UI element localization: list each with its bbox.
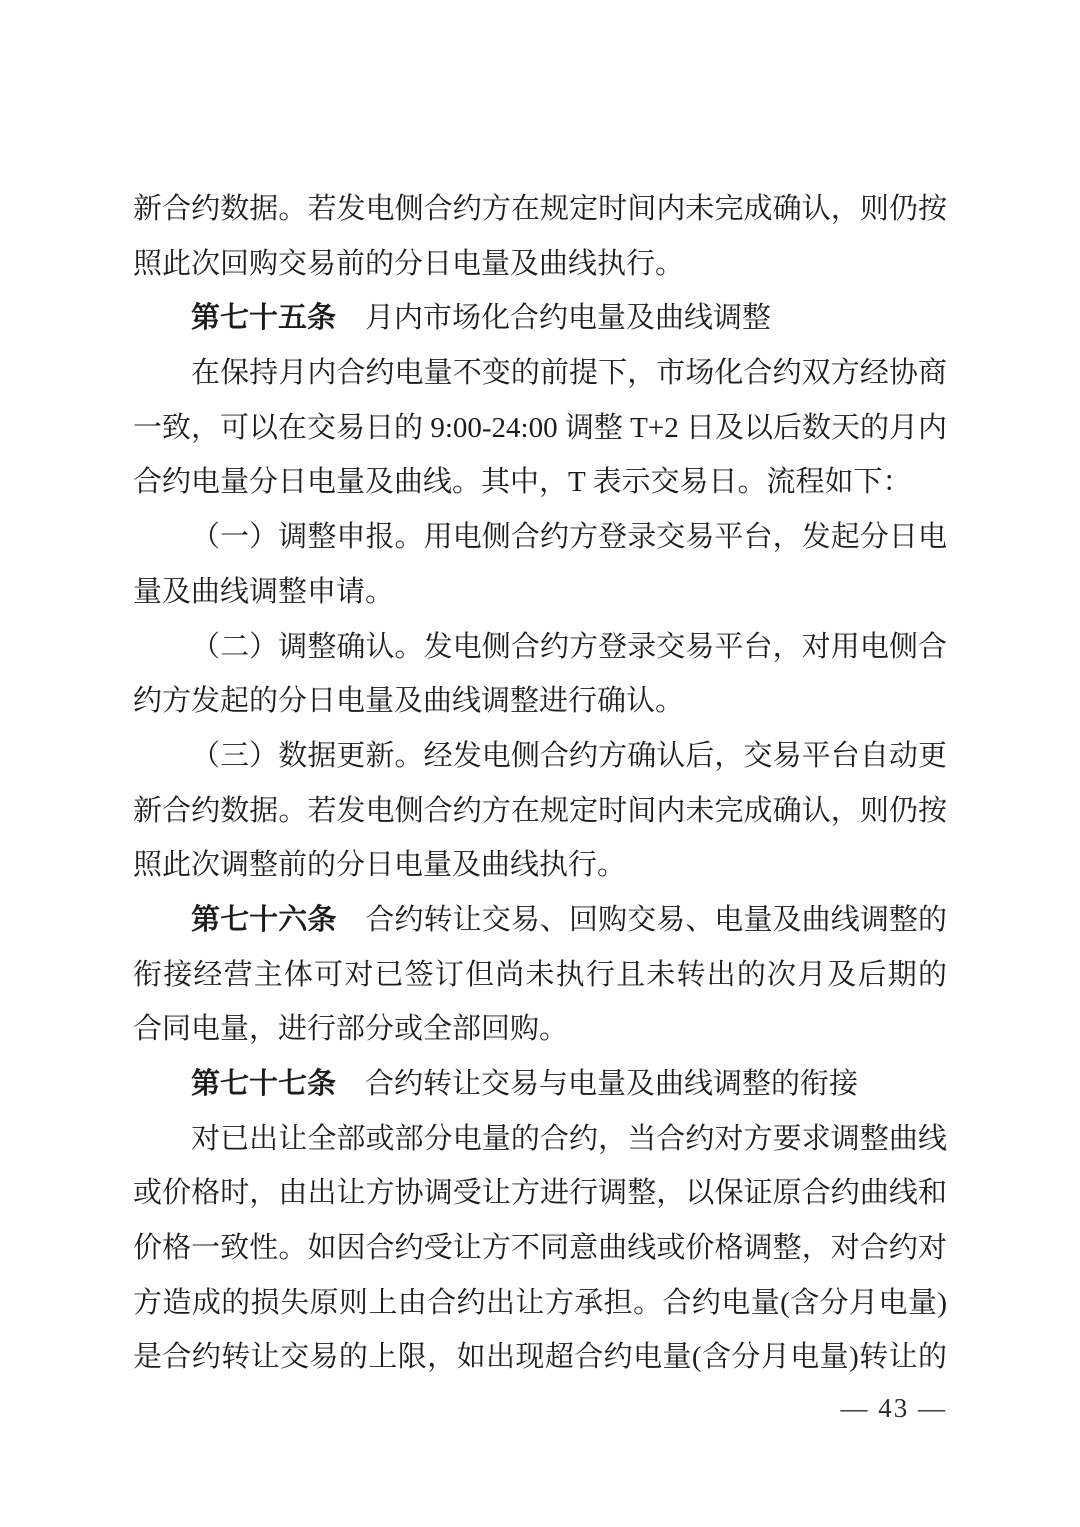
text-line: 新合约数据。若发电侧合约方在规定时间内未完成确认，则仍按: [133, 193, 947, 225]
article-77-heading: [133, 1057, 947, 1112]
text-line: （一）调整申报。用电侧合约方登录交易平台，发起分日电: [191, 521, 947, 554]
page-number: — 43 —: [840, 1393, 947, 1423]
text-line: 方造成的损失原则上由合约出让方承担。合约电量(含分月电量): [133, 1286, 947, 1319]
text-line: 衔接经营主体可对已签订但尚未执行且未转出的次月及后期的: [133, 958, 947, 991]
article-77-title: 合约转让交易与电量及曲线调整的衔接: [365, 1068, 859, 1100]
text-line: 约方发起的分日电量及曲线调整进行确认。: [133, 685, 685, 718]
text-line: 合约电量分日电量及曲线。其中，T 表示交易日。流程如下：: [133, 466, 912, 499]
text-line: 照此次回购交易前的分日电量及曲线执行。: [133, 247, 685, 280]
article-77-number: 第七十七条: [191, 1068, 337, 1100]
article-75-title: 月内市场化合约电量及曲线调整: [365, 302, 772, 335]
text-line: 新合约数据。若发电侧合约方在规定时间内未完成确认，则仍按: [133, 794, 947, 827]
text-line: 合同电量，进行部分或全部回购。: [133, 1013, 569, 1046]
text-line: 一致，可以在交易日的 9:00-24:00 调整 T+2 日及以后数天的月内: [133, 411, 947, 444]
article-76-title: 合约转让交易、回购交易、电量及曲线调整的: [365, 903, 947, 936]
article-75-heading: [133, 291, 947, 346]
text-line: （三）数据更新。经发电侧合约方确认后，交易平台自动更: [191, 739, 947, 772]
text-line: （二）调整确认。发电侧合约方登录交易平台，对用电侧合: [191, 630, 947, 663]
text-line: 是合约转让交易的上限，如出现超合约电量(含分月电量)转让的: [133, 1341, 947, 1374]
text-line: 量及曲线调整申请。: [133, 575, 395, 608]
text-block: [133, 182, 947, 1385]
text-line: 在保持月内合约电量不变的前提下，市场化合约双方经协商: [191, 357, 947, 390]
article-75-number: 第七十五条: [191, 302, 337, 335]
text-line: 对已出让全部或部分电量的合约，当合约对方要求调整曲线: [191, 1122, 947, 1155]
text-line: 价格一致性。如因合约受让方不同意曲线或价格调整，对合约对: [133, 1232, 947, 1265]
article-76-heading: [133, 893, 947, 948]
text-line: 或价格时，由出让方协调受让方进行调整，以保证原合约曲线和: [133, 1177, 947, 1210]
article-76-number: 第七十六条: [191, 903, 337, 936]
text-line: 照此次调整前的分日电量及曲线执行。: [133, 849, 627, 882]
